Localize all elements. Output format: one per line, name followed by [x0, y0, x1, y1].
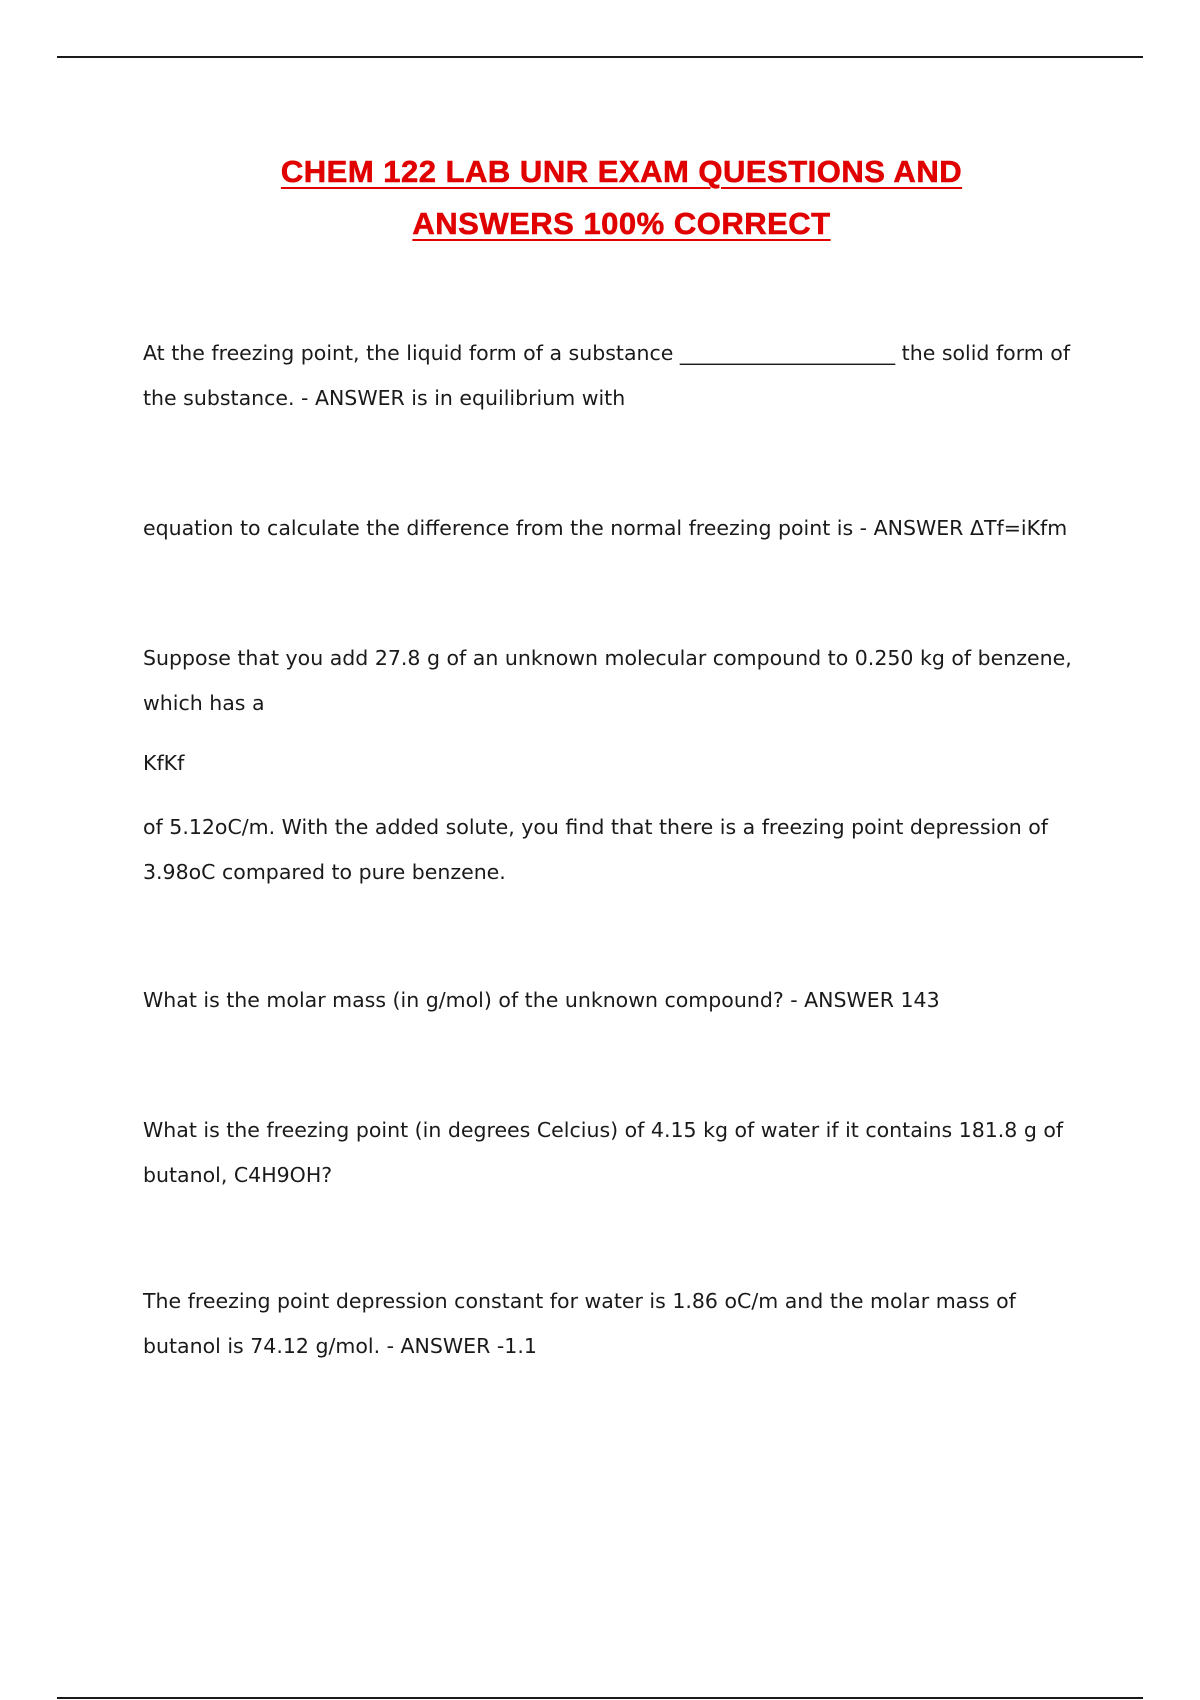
title-line-1: CHEM 122 LAB UNR EXAM QUESTIONS AND	[280, 154, 963, 189]
question-benzene-depression	[143, 805, 1083, 895]
document-title	[0, 146, 1200, 250]
paragraph-text: equation to calculate the difference from the normal freezing point is - ANSWER ΔTf=iKfm	[143, 516, 1068, 540]
paragraph-text: Suppose that you add 27.8 g of an unknown molecular compound to 0.250 kg of benzene, which has a	[143, 646, 1072, 715]
paragraph-text: At the freezing point, the liquid form of a substance _____________________ the solid form of the substance. - ANSWER is in equilibrium with	[143, 341, 1071, 410]
kf-label	[143, 741, 1083, 786]
question-benzene-setup	[143, 636, 1083, 726]
paragraph-text: What is the molar mass (in g/mol) of the unknown compound? - ANSWER 143	[143, 988, 940, 1012]
top-divider	[57, 56, 1143, 58]
question-freezing-equilibrium	[143, 331, 1083, 421]
question-molar-mass	[143, 978, 1083, 1023]
paragraph-text: The freezing point depression constant for water is 1.86 oC/m and the molar mass of butanol is 74.12 g/mol. - ANSWER -1.1	[143, 1289, 1016, 1358]
title-line-2: ANSWERS 100% CORRECT	[412, 206, 831, 241]
question-butanol-freezing	[143, 1108, 1083, 1198]
paragraph-text: What is the freezing point (in degrees Celcius) of 4.15 kg of water if it contains 181.8 g of butanol, C4H9OH?	[143, 1118, 1064, 1187]
paragraph-text: of 5.12oC/m. With the added solute, you find that there is a freezing point depression of 3.98oC compared to pure benzene.	[143, 815, 1049, 884]
paragraph-text: KfKf	[143, 751, 185, 775]
bottom-divider	[57, 1697, 1143, 1699]
question-freezing-equation	[143, 506, 1083, 551]
question-butanol-constants	[143, 1279, 1083, 1369]
